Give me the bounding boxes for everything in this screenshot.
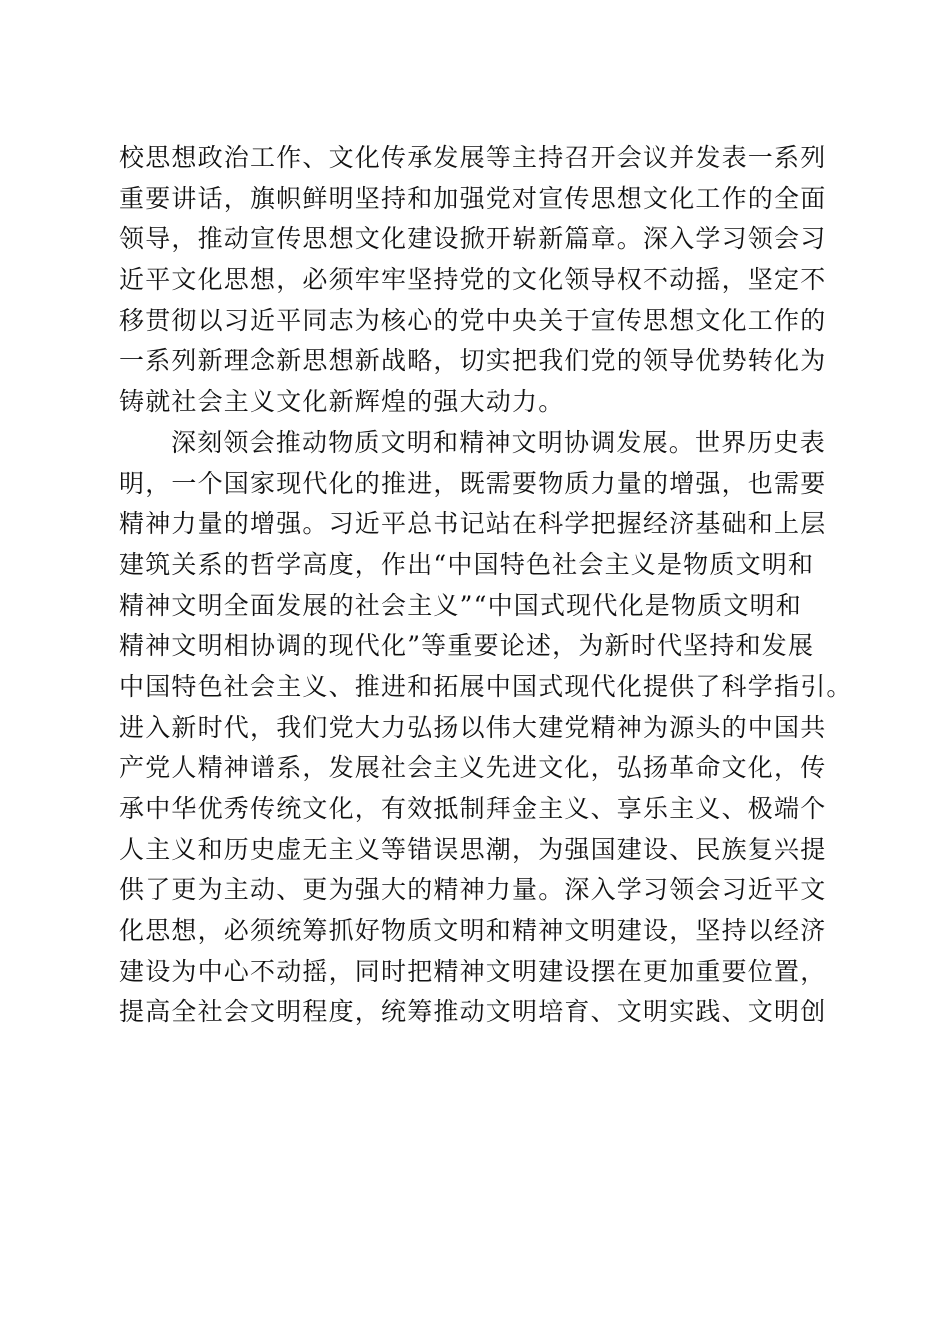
text-line: 建设为中心不动摇，同时把精神文明建设摆在更加重要位置， — [119, 956, 827, 986]
text-line: 重要讲话，旗帜鲜明坚持和加强党对宣传思想文化工作的全面 — [119, 183, 827, 213]
text-line: 建筑关系的哲学高度，作出“中国特色社会主义是物质文明和 — [119, 549, 815, 579]
document-body — [119, 138, 853, 1033]
text-line: 供了更为主动、更为强大的精神力量。深入学习领会习近平文 — [119, 875, 827, 905]
text-line: 精神文明相协调的现代化”等重要论述，为新时代坚持和发展 — [119, 631, 815, 661]
text-line: 精神力量的增强。习近平总书记站在科学把握经济基础和上层 — [119, 509, 827, 539]
text-line: 精神文明全面发展的社会主义”“中国式现代化是物质文明和 — [119, 590, 802, 620]
text-line: 化思想，必须统筹抓好物质文明和精神文明建设，坚持以经济 — [119, 916, 827, 946]
text-line: 进入新时代，我们党大力弘扬以伟大建党精神为源头的中国共 — [119, 712, 827, 742]
text-line: 移贯彻以习近平同志为核心的党中央关于宣传思想文化工作的 — [119, 305, 827, 335]
text-line: 人主义和历史虚无主义等错误思潮，为强国建设、民族复兴提 — [119, 834, 827, 864]
text-line: 承中华优秀传统文化，有效抵制拜金主义、享乐主义、极端个 — [119, 794, 827, 823]
text-line: 提高全社会文明程度，统筹推动文明培育、文明实践、文明创 — [119, 997, 827, 1027]
paragraph-first-line: 深刻领会推动物质文明和精神文明协调发展。世界历史表 — [171, 427, 827, 457]
text-line: 中国特色社会主义、推进和拓展中国式现代化提供了科学指引。 — [119, 671, 853, 701]
text-line: 领导，推动宣传思想文化建设掀开崭新篇章。深入学习领会习 — [119, 224, 827, 254]
text-line: 铸就社会主义文化新辉煌的强大动力。 — [119, 387, 565, 417]
text-line: 一系列新理念新思想新战略，切实把我们党的领导优势转化为 — [119, 346, 827, 376]
text-line: 近平文化思想，必须牢牢坚持党的文化领导权不动摇，坚定不 — [119, 265, 827, 295]
text-line: 明，一个国家现代化的推进，既需要物质力量的增强，也需要 — [119, 468, 827, 498]
text-line: 校思想政治工作、文化传承发展等主持召开会议并发表一系列 — [119, 143, 827, 172]
text-line: 产党人精神谱系，发展社会主义先进文化，弘扬革命文化，传 — [119, 753, 827, 783]
